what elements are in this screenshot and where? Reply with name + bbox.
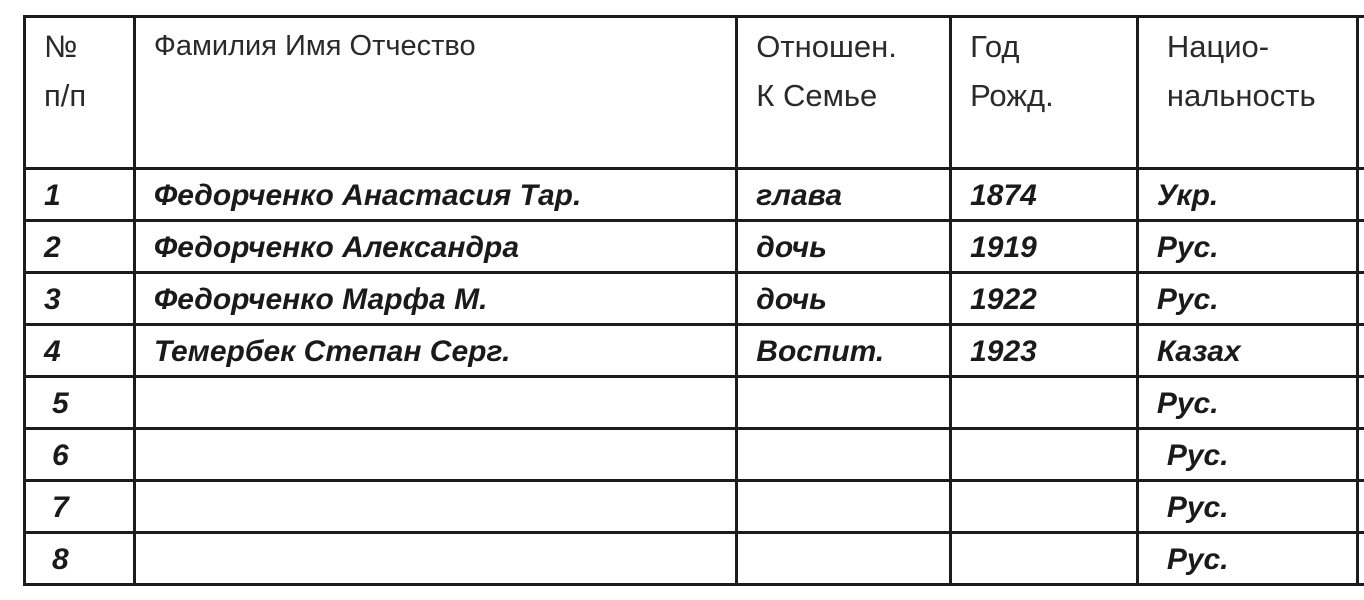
header-relation <box>737 17 951 169</box>
header-full-name <box>134 17 736 169</box>
row-nationality: Рус. <box>1137 533 1357 585</box>
row-nationality: Рус. <box>1137 221 1357 273</box>
row-truncated-cell <box>1357 169 1364 221</box>
row-number: 3 <box>25 273 135 325</box>
row-number: 4 <box>25 325 135 377</box>
row-truncated-cell <box>1357 533 1364 585</box>
row-relation <box>737 429 951 481</box>
header-full-name-label: Фамилия Имя Отчество <box>153 30 476 62</box>
row-relation: дочь <box>737 221 951 273</box>
row-full-name <box>134 429 736 481</box>
row-relation: дочь <box>737 273 951 325</box>
row-truncated-cell <box>1357 273 1364 325</box>
row-truncated-cell <box>1357 325 1364 377</box>
row-number: 5 <box>25 377 135 429</box>
row-nationality: Рус. <box>1137 273 1357 325</box>
header-relation-line2: К Семье <box>756 78 878 113</box>
row-truncated-cell <box>1357 221 1364 273</box>
table-row <box>25 533 1364 585</box>
row-number: 7 <box>25 481 135 533</box>
table-row <box>25 169 1364 221</box>
row-nationality: Казах <box>1137 325 1357 377</box>
header-birth-year <box>951 17 1138 169</box>
header-nationality-line2: нальность <box>1166 78 1316 113</box>
row-full-name: Федорченко Марфа М. <box>134 273 736 325</box>
row-relation: глава <box>737 169 951 221</box>
header-number-line1: № <box>44 29 78 64</box>
header-nationality-line1: Нацио- <box>1166 29 1270 64</box>
table-row <box>25 481 1364 533</box>
table-row <box>25 429 1364 481</box>
row-birth-year: 1922 <box>951 273 1138 325</box>
header-number <box>25 17 135 169</box>
row-birth-year <box>951 481 1138 533</box>
row-birth-year: 1923 <box>951 325 1138 377</box>
header-birth-year-line1: Год <box>970 29 1020 64</box>
row-full-name: Федорченко Александра <box>134 221 736 273</box>
table-row <box>25 221 1364 273</box>
row-number: 1 <box>25 169 135 221</box>
family-census-table <box>23 15 1364 586</box>
header-relation-line1: Отношен. <box>756 29 897 64</box>
row-nationality: Укр. <box>1137 169 1357 221</box>
row-birth-year <box>951 429 1138 481</box>
row-full-name <box>134 377 736 429</box>
census-table-container <box>23 15 1364 586</box>
row-relation: Воспит. <box>737 325 951 377</box>
header-number-line2: п/п <box>44 78 87 113</box>
row-truncated-cell <box>1357 377 1364 429</box>
row-birth-year: 1919 <box>951 221 1138 273</box>
row-relation <box>737 377 951 429</box>
row-birth-year: 1874 <box>951 169 1138 221</box>
row-nationality: Рус. <box>1137 429 1357 481</box>
row-birth-year <box>951 377 1138 429</box>
table-header-row <box>25 17 1364 169</box>
table-row <box>25 377 1364 429</box>
table-row <box>25 273 1364 325</box>
row-truncated-cell <box>1357 481 1364 533</box>
row-relation <box>737 481 951 533</box>
row-full-name <box>134 533 736 585</box>
table-row <box>25 325 1364 377</box>
row-full-name: Темербек Степан Серг. <box>134 325 736 377</box>
row-nationality: Рус. <box>1137 481 1357 533</box>
row-number: 8 <box>25 533 135 585</box>
row-birth-year <box>951 533 1138 585</box>
header-birth-year-line2: Рожд. <box>970 78 1054 113</box>
row-full-name <box>134 481 736 533</box>
header-nationality <box>1137 17 1357 169</box>
row-truncated-cell <box>1357 429 1364 481</box>
header-truncated-column <box>1357 17 1364 169</box>
row-nationality: Рус. <box>1137 377 1357 429</box>
row-number: 6 <box>25 429 135 481</box>
row-relation <box>737 533 951 585</box>
row-full-name: Федорченко Анастасия Тар. <box>134 169 736 221</box>
row-number: 2 <box>25 221 135 273</box>
